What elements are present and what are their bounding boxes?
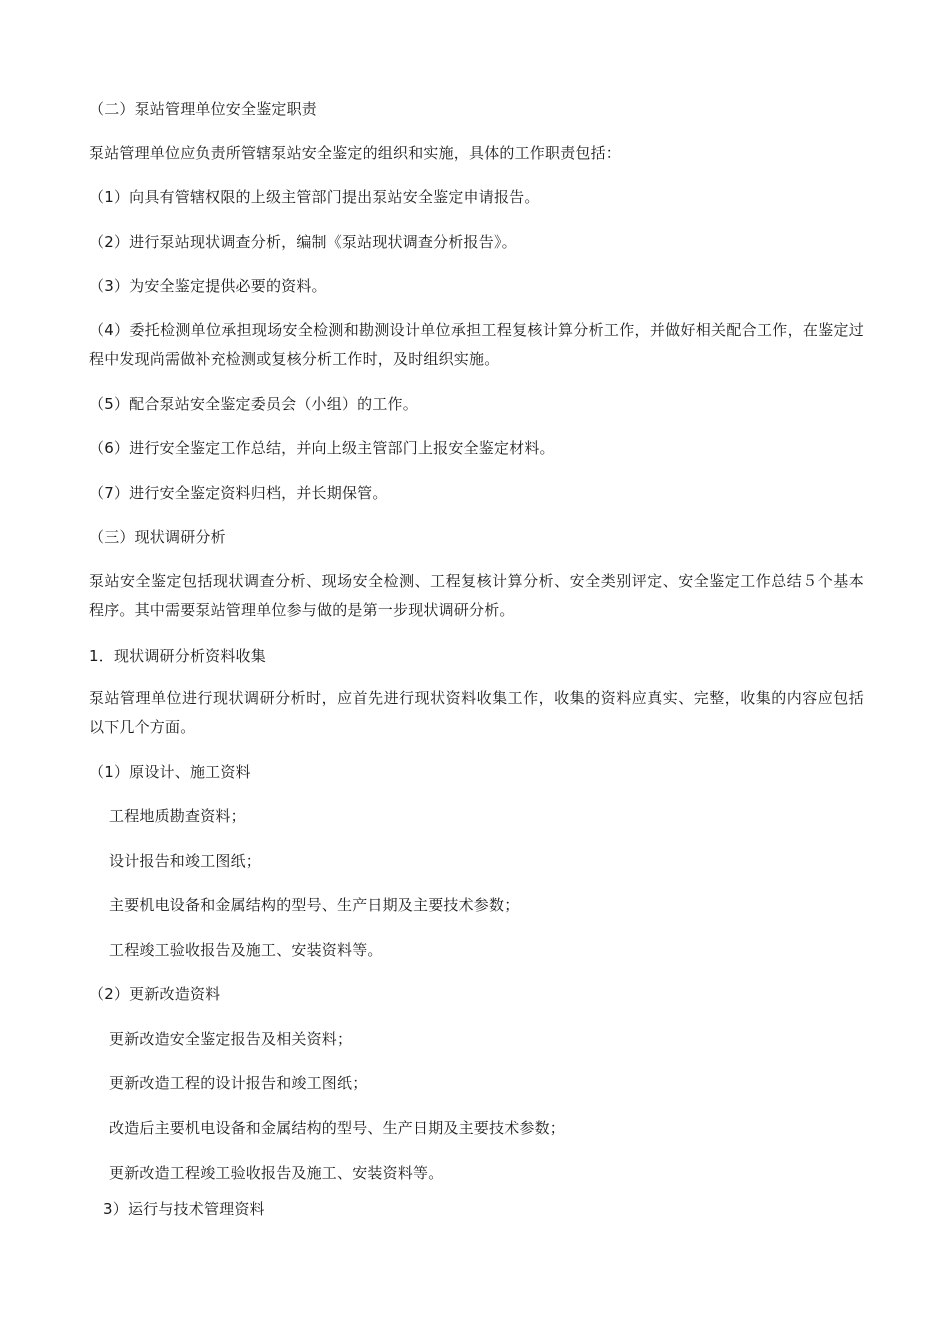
sub-list-item: 工程竣工验收报告及施工、安装资料等。 [109,941,383,959]
section-heading-2: （二）泵站管理单位安全鉴定职责 [89,100,318,118]
list-item: （4）委托检测单位承担现场安全检测和勘测设计单位承担工程复核计算分析工作，并做好相关配合工作，在鉴定过程中发现尚需做补充检测或复核分析工作时，及时组织实施。 [89,321,864,368]
paragraph: 泵站管理单位应负责所管辖泵站安全鉴定的组织和实施，具体的工作职责包括： [89,144,622,162]
list-item: （6）进行安全鉴定工作总结，并向上级主管部门上报安全鉴定材料。 [89,439,555,457]
sub-list-item: 更新改造安全鉴定报告及相关资料； [109,1030,353,1048]
sub-list-item: 更新改造工程竣工验收报告及施工、安装资料等。 [109,1164,444,1182]
list-item: （3）为安全鉴定提供必要的资料。 [89,277,327,295]
paragraph: 泵站安全鉴定包括现状调查分析、现场安全检测、工程复核计算分析、安全类别评定、安全鉴定工作总结５个基本程序。其中需要泵站管理单位参与做的是第一步现状调研分析。 [89,572,864,619]
list-item: （2）进行泵站现状调查分析，编制《泵站现状调查分析报告》。 [89,233,517,251]
list-item: （7）进行安全鉴定资料归档，并长期保管。 [89,484,388,502]
sub-list-item: 更新改造工程的设计报告和竣工图纸； [109,1074,368,1092]
list-item: （1）向具有管辖权限的上级主管部门提出泵站安全鉴定申请报告。 [89,188,540,206]
sub-list-item: 工程地质勘查资料； [109,807,246,825]
list-item: 3）运行与技术管理资料 [103,1200,265,1218]
paragraph: 泵站管理单位进行现状调研分析时，应首先进行现状资料收集工作，收集的资料应真实、完整，收集的内容应包括以下几个方面。 [89,689,864,736]
list-item: （2）更新改造资料 [89,985,221,1003]
list-item: （1）原设计、施工资料 [89,763,251,781]
sub-list-item: 主要机电设备和金属结构的型号、生产日期及主要技术参数； [109,896,520,914]
sub-list-item: 改造后主要机电设备和金属结构的型号、生产日期及主要技术参数； [109,1119,566,1137]
subheading: 1．现状调研分析资料收集 [89,647,266,665]
sub-list-item: 设计报告和竣工图纸； [109,852,262,870]
list-item: （5）配合泵站安全鉴定委员会（小组）的工作。 [89,395,418,413]
section-heading-3: （三）现状调研分析 [89,528,226,546]
